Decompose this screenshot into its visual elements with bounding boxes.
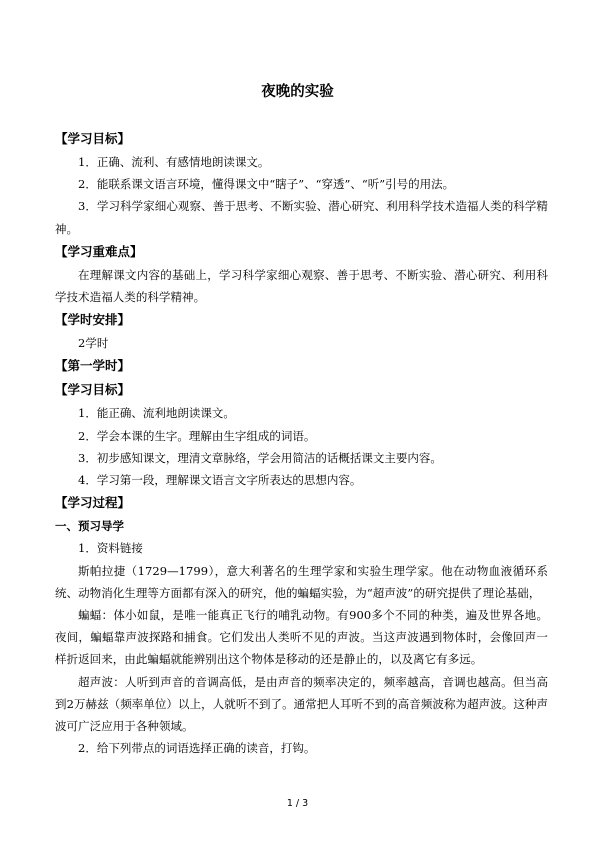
lesson-goal-item: 4．学习第一段，理解课文语言文字所表达的思想内容。 xyxy=(78,473,362,488)
section-heading-process: 【学习过程】 xyxy=(55,495,131,511)
key-points-text: 在理解课文内容的基础上，学习科学家细心观察、善于思考、不断实验、潜心研究、利用科学技术造福人类的科学精神。 xyxy=(55,267,548,305)
section-heading-schedule: 【学时安排】 xyxy=(55,312,131,328)
goal-item: 3．学习科学家细心观察、善于思考、不断实验、潜心研究、利用科学技术造福人类的科学精神。 xyxy=(55,199,548,236)
goal-item: 2．能联系课文语言环境，懂得课文中“瞎子”、“穿透”、“听”引号的用法。 xyxy=(78,177,455,192)
document-title: 夜晚的实验 xyxy=(261,84,334,100)
section-heading-first-lesson: 【第一学时】 xyxy=(55,358,131,374)
lesson-goal-item: 3．初步感知课文，理清文章脉络，学会用简洁的话概括课文主要内容。 xyxy=(78,450,442,465)
section-heading-goals: 【学习目标】 xyxy=(55,131,131,146)
subsection-heading-preview: 一、预习导学 xyxy=(55,519,124,534)
lesson-goal-item: 1．能正确、流利地朗读课文。 xyxy=(78,406,235,421)
section-heading-key-points: 【学习重难点】 xyxy=(55,243,143,259)
resource-label: 1．资料链接 xyxy=(78,541,143,556)
resource-paragraph: 超声波：人听到声音的音调高低，是由声音的频率决定的，频率越高，音调也越高。但当高到2万赫兹（频率单位）以上，人就听不到了。通常把人耳听不到的高音频波称为超声波。这种声波可广泛应用于各种领域。 xyxy=(55,674,548,734)
lesson-goal-item: 2．学会本课的生字。理解由生字组成的词语。 xyxy=(78,428,316,443)
goal-item: 1．正确、流利、有感情地朗读课文。 xyxy=(78,155,270,169)
resource-paragraph: 斯帕拉捷（1729—1799），意大利著名的生理学家和实验生理学家。他在动物血液循环系统、动物消化生理等方面都有深入的研究，他的蝙蝠实验，为“超声波”的研究提供了理论基础， xyxy=(55,563,548,600)
resource-paragraph: 蝙蝠：体小如鼠，是唯一能真正飞行的哺乳动物。有900多个不同的种类，遍及世界各地。夜间，蝙蝠靠声波探路和捕食。它们发出人类听不见的声波。当这声波遇到物体时，会像回声一样折返回来，由此蝙蝠就能辨别出这个物体是移动的还是静止的，以及离它有多远。 xyxy=(55,608,548,667)
schedule-text: 2学时 xyxy=(78,336,109,351)
document-body xyxy=(55,127,548,759)
section-heading-lesson-goals: 【学习目标】 xyxy=(55,382,131,398)
page-number: 1 / 3 xyxy=(286,798,309,809)
exercise-item: 2．给下列带点的词语选择正确的读音，打钩。 xyxy=(78,741,316,756)
